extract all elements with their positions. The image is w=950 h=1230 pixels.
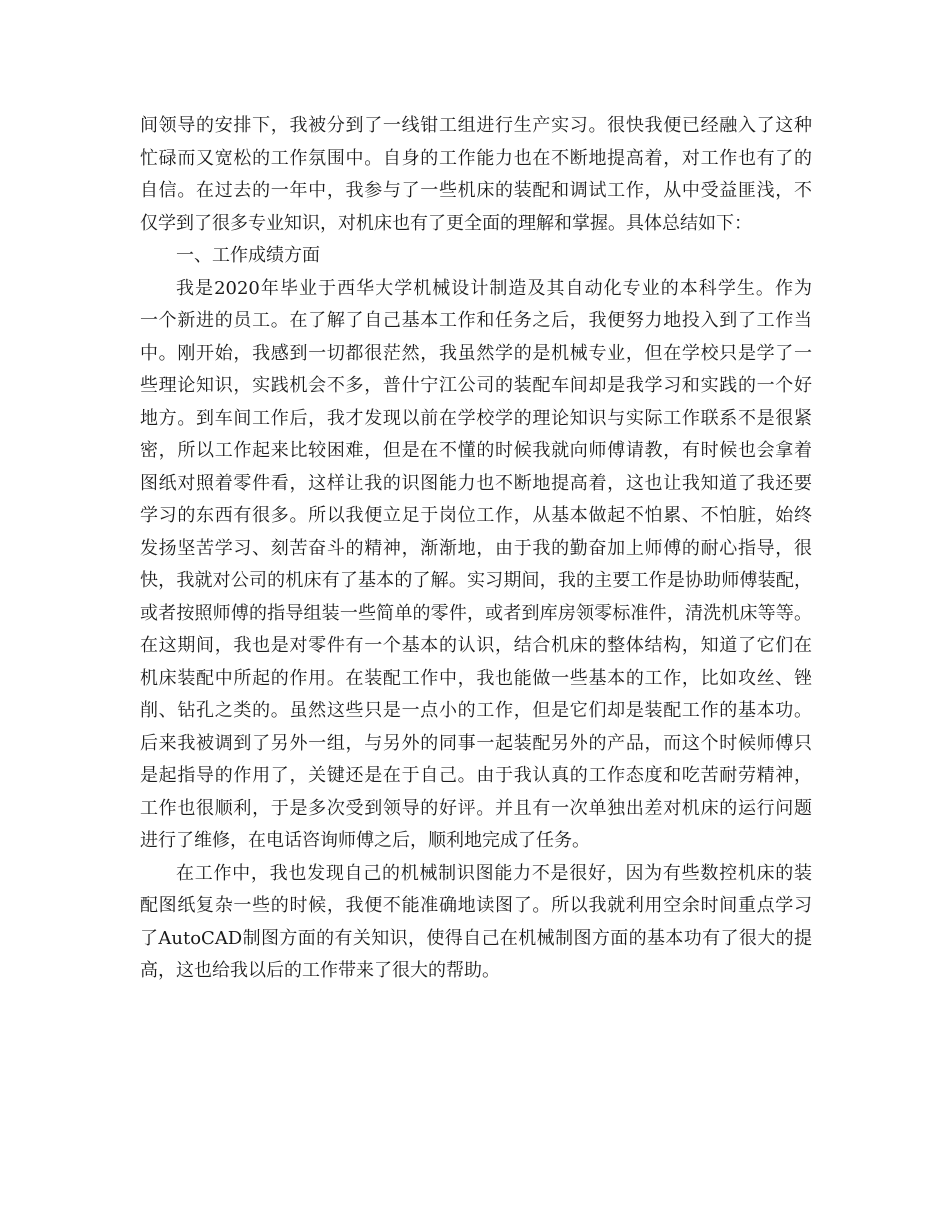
text-line: 学习的东西有很多。所以我便立足于岗位工作，从基本做起不怕累、不怕脏，始终 [140,505,812,526]
text-line: 了AutoCAD制图方面的有关知识，使得自己在机械制图方面的基本功有了很大的提 [140,927,812,949]
document-body [140,110,812,988]
text-line: 削、钻孔之类的。虽然这些只是一点小的工作，但是它们却是装配工作的基本功。 [140,700,812,721]
text-line: 我是2020年毕业于西华大学机械设计制造及其自动化专业的本科学生。作为 [176,277,812,299]
text-line: 些理论知识，实践机会不多，普什宁江公司的装配车间却是我学习和实践的一个好 [140,375,812,396]
text-line: 间领导的安排下，我被分到了一线钳工组进行生产实习。很快我便已经融入了这种 [140,115,812,136]
section-heading: 一、工作成绩方面 [176,245,320,266]
text-line: 进行了维修，在电话咨询师傅之后，顺利地完成了任务。 [140,830,590,851]
text-line: 配图纸复杂一些的时候，我便不能准确地读图了。所以我就利用空余时间重点学习 [140,895,812,916]
text-line: 高，这也给我以后的工作带来了很大的帮助。 [140,960,500,981]
text-line: 一个新进的员工。在了解了自己基本工作和任务之后，我便努力地投入到了工作当 [140,310,812,331]
text-line: 图纸对照着零件看，这样让我的识图能力也不断地提高着，这也让我知道了我还要 [140,472,812,494]
text-line: 工作也很顺利，于是多次受到领导的好评。并且有一次单独出差对机床的运行问题 [140,797,812,819]
text-line: 仅学到了很多专业知识，对机床也有了更全面的理解和掌握。具体总结如下： [140,212,752,234]
text-line: 或者按照师傅的指导组装一些简单的零件，或者到库房领零标准件，清洗机床等等。 [140,602,812,624]
text-line: 自信。在过去的一年中，我参与了一些机床的装配和调试工作，从中受益匪浅，不 [140,180,812,201]
text-line: 忙碌而又宽松的工作氛围中。自身的工作能力也在不断地提高着，对工作也有了的 [140,147,812,169]
text-line: 在这期间，我也是对零件有一个基本的认识，结合机床的整体结构，知道了它们在 [140,635,812,656]
text-line: 是起指导的作用了，关键还是在于自己。由于我认真的工作态度和吃苦耐劳精神， [140,765,812,786]
text-line: 后来我被调到了另外一组，与另外的同事一起装配另外的产品，而这个时候师傅只 [140,732,812,754]
text-line: 快，我就对公司的机床有了基本的了解。实习期间，我的主要工作是协助师傅装配， [140,570,812,591]
text-line: 机床装配中所起的作用。在装配工作中，我也能做一些基本的工作，比如攻丝、锉 [140,667,812,689]
text-line: 中。刚开始，我感到一切都很茫然，我虽然学的是机械专业，但在学校只是学了一 [140,342,812,364]
text-line: 在工作中，我也发现自己的机械制识图能力不是很好，因为有些数控机床的装 [176,862,812,884]
text-line: 地方。到车间工作后，我才发现以前在学校学的理论知识与实际工作联系不是很紧 [140,407,812,429]
text-line: 发扬坚苦学习、刻苦奋斗的精神，渐渐地，由于我的勤奋加上师傅的耐心指导，很 [140,537,812,559]
text-line: 密，所以工作起来比较困难，但是在不懂的时候我就向师傅请教，有时候也会拿着 [140,440,812,461]
